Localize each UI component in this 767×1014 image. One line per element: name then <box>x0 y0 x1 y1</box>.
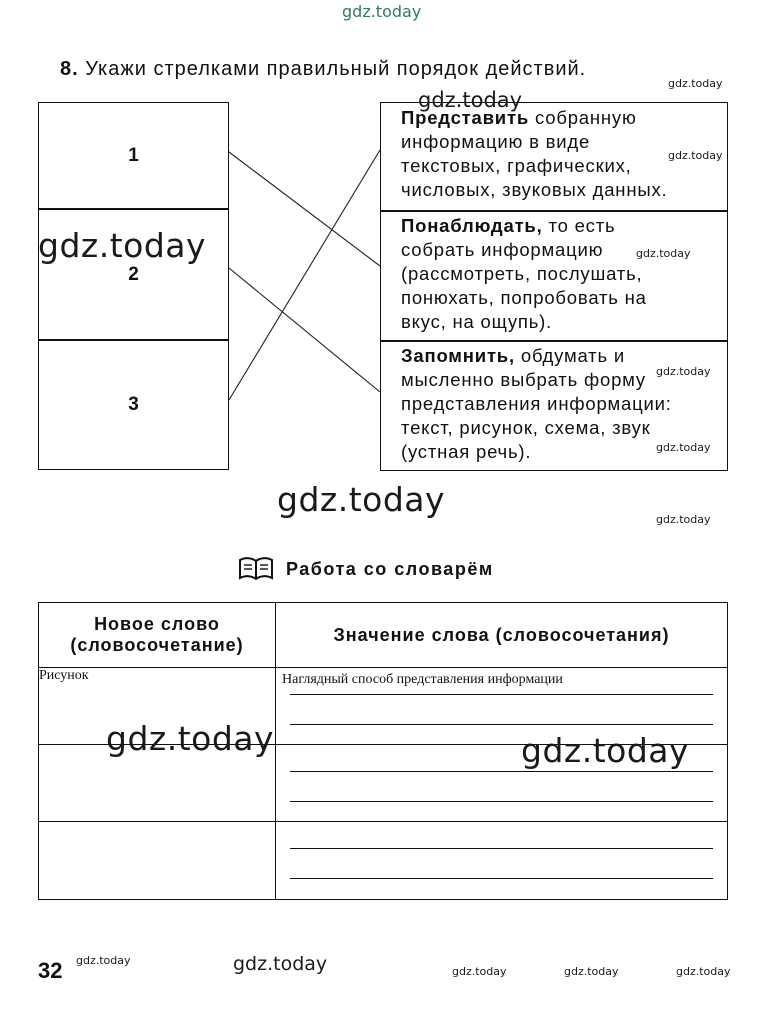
word-cell[interactable]: Рисунок <box>39 668 276 745</box>
action-text: информацию в виде <box>401 131 591 152</box>
watermark: gdz.today <box>656 513 711 526</box>
dictionary-heading <box>238 556 494 582</box>
action-text: то есть <box>548 215 616 236</box>
watermark: gdz.today <box>521 731 690 770</box>
action-text: понюхать, попробовать на <box>401 287 647 308</box>
task-title <box>60 58 586 81</box>
action-keyword: Понаблюдать, <box>401 215 543 236</box>
watermark: gdz.today <box>418 88 523 112</box>
dictionary-title: Работа со словарём <box>286 558 494 579</box>
action-text: текст, рисунок, схема, звук <box>401 417 651 438</box>
step-number: 2 <box>128 263 139 285</box>
step-number: 1 <box>128 145 139 166</box>
col-header-word-line1: Новое слово <box>94 614 220 634</box>
step-box-3 <box>38 339 229 470</box>
watermark: gdz.today <box>656 365 711 378</box>
col-header-word <box>39 603 276 668</box>
col-header-meaning: Значение слова (словосочетания) <box>276 603 728 668</box>
meaning-cell[interactable] <box>276 822 728 900</box>
connector-1-to-observe <box>229 152 380 266</box>
action-text: вкус, на ощупь). <box>401 311 553 332</box>
action-keyword: Запомнить, <box>401 345 515 366</box>
action-text: числовых, звуковых данных. <box>401 179 668 200</box>
action-text: собранную <box>534 107 637 128</box>
table-row <box>39 822 728 900</box>
open-book-icon <box>238 556 274 582</box>
action-keyword: Представить <box>401 107 530 128</box>
table-header-row <box>39 603 728 668</box>
watermark: gdz.today <box>668 149 723 162</box>
action-text: обдумать и <box>520 345 625 366</box>
watermark: gdz.today <box>668 77 723 90</box>
meaning-text: Наглядный способ представления информации <box>282 672 563 687</box>
connector-2-to-remember <box>229 268 380 392</box>
page-number: 32 <box>38 958 63 983</box>
watermark: gdz.today <box>656 441 711 454</box>
watermark: gdz.today <box>452 965 507 978</box>
writing-line <box>290 694 713 695</box>
watermark: gdz.today <box>676 965 731 978</box>
writing-line <box>290 878 713 879</box>
watermark: gdz.today <box>106 719 275 758</box>
watermark-top: gdz.today <box>342 2 422 21</box>
watermark: gdz.today <box>38 226 207 265</box>
writing-line <box>290 801 713 802</box>
action-text: собрать информацию <box>401 239 604 260</box>
step-number: 3 <box>128 393 139 415</box>
action-box-observe <box>380 210 728 342</box>
action-text: мысленно выбрать форму <box>401 369 646 390</box>
writing-line <box>290 724 713 725</box>
task-instruction: Укажи стрелками правильный порядок действий. <box>85 58 587 80</box>
watermark: gdz.today <box>233 953 328 975</box>
watermark: gdz.today <box>636 247 691 260</box>
action-text: представления информации: <box>401 393 672 414</box>
watermark: gdz.today <box>564 965 619 978</box>
step-box-1 <box>38 102 229 210</box>
col-header-word-line2: (словосочетание) <box>70 635 244 655</box>
task-number: 8. <box>60 58 79 80</box>
watermark: gdz.today <box>76 954 131 967</box>
action-text: (рассмотреть, послушать, <box>401 263 643 284</box>
watermark: gdz.today <box>277 480 446 519</box>
action-text: текстовых, графических, <box>401 155 632 176</box>
writing-line <box>290 771 713 772</box>
writing-line <box>290 848 713 849</box>
connector-3-to-represent <box>229 150 380 400</box>
action-text: (устная речь). <box>401 441 532 462</box>
word-cell[interactable] <box>39 822 276 900</box>
